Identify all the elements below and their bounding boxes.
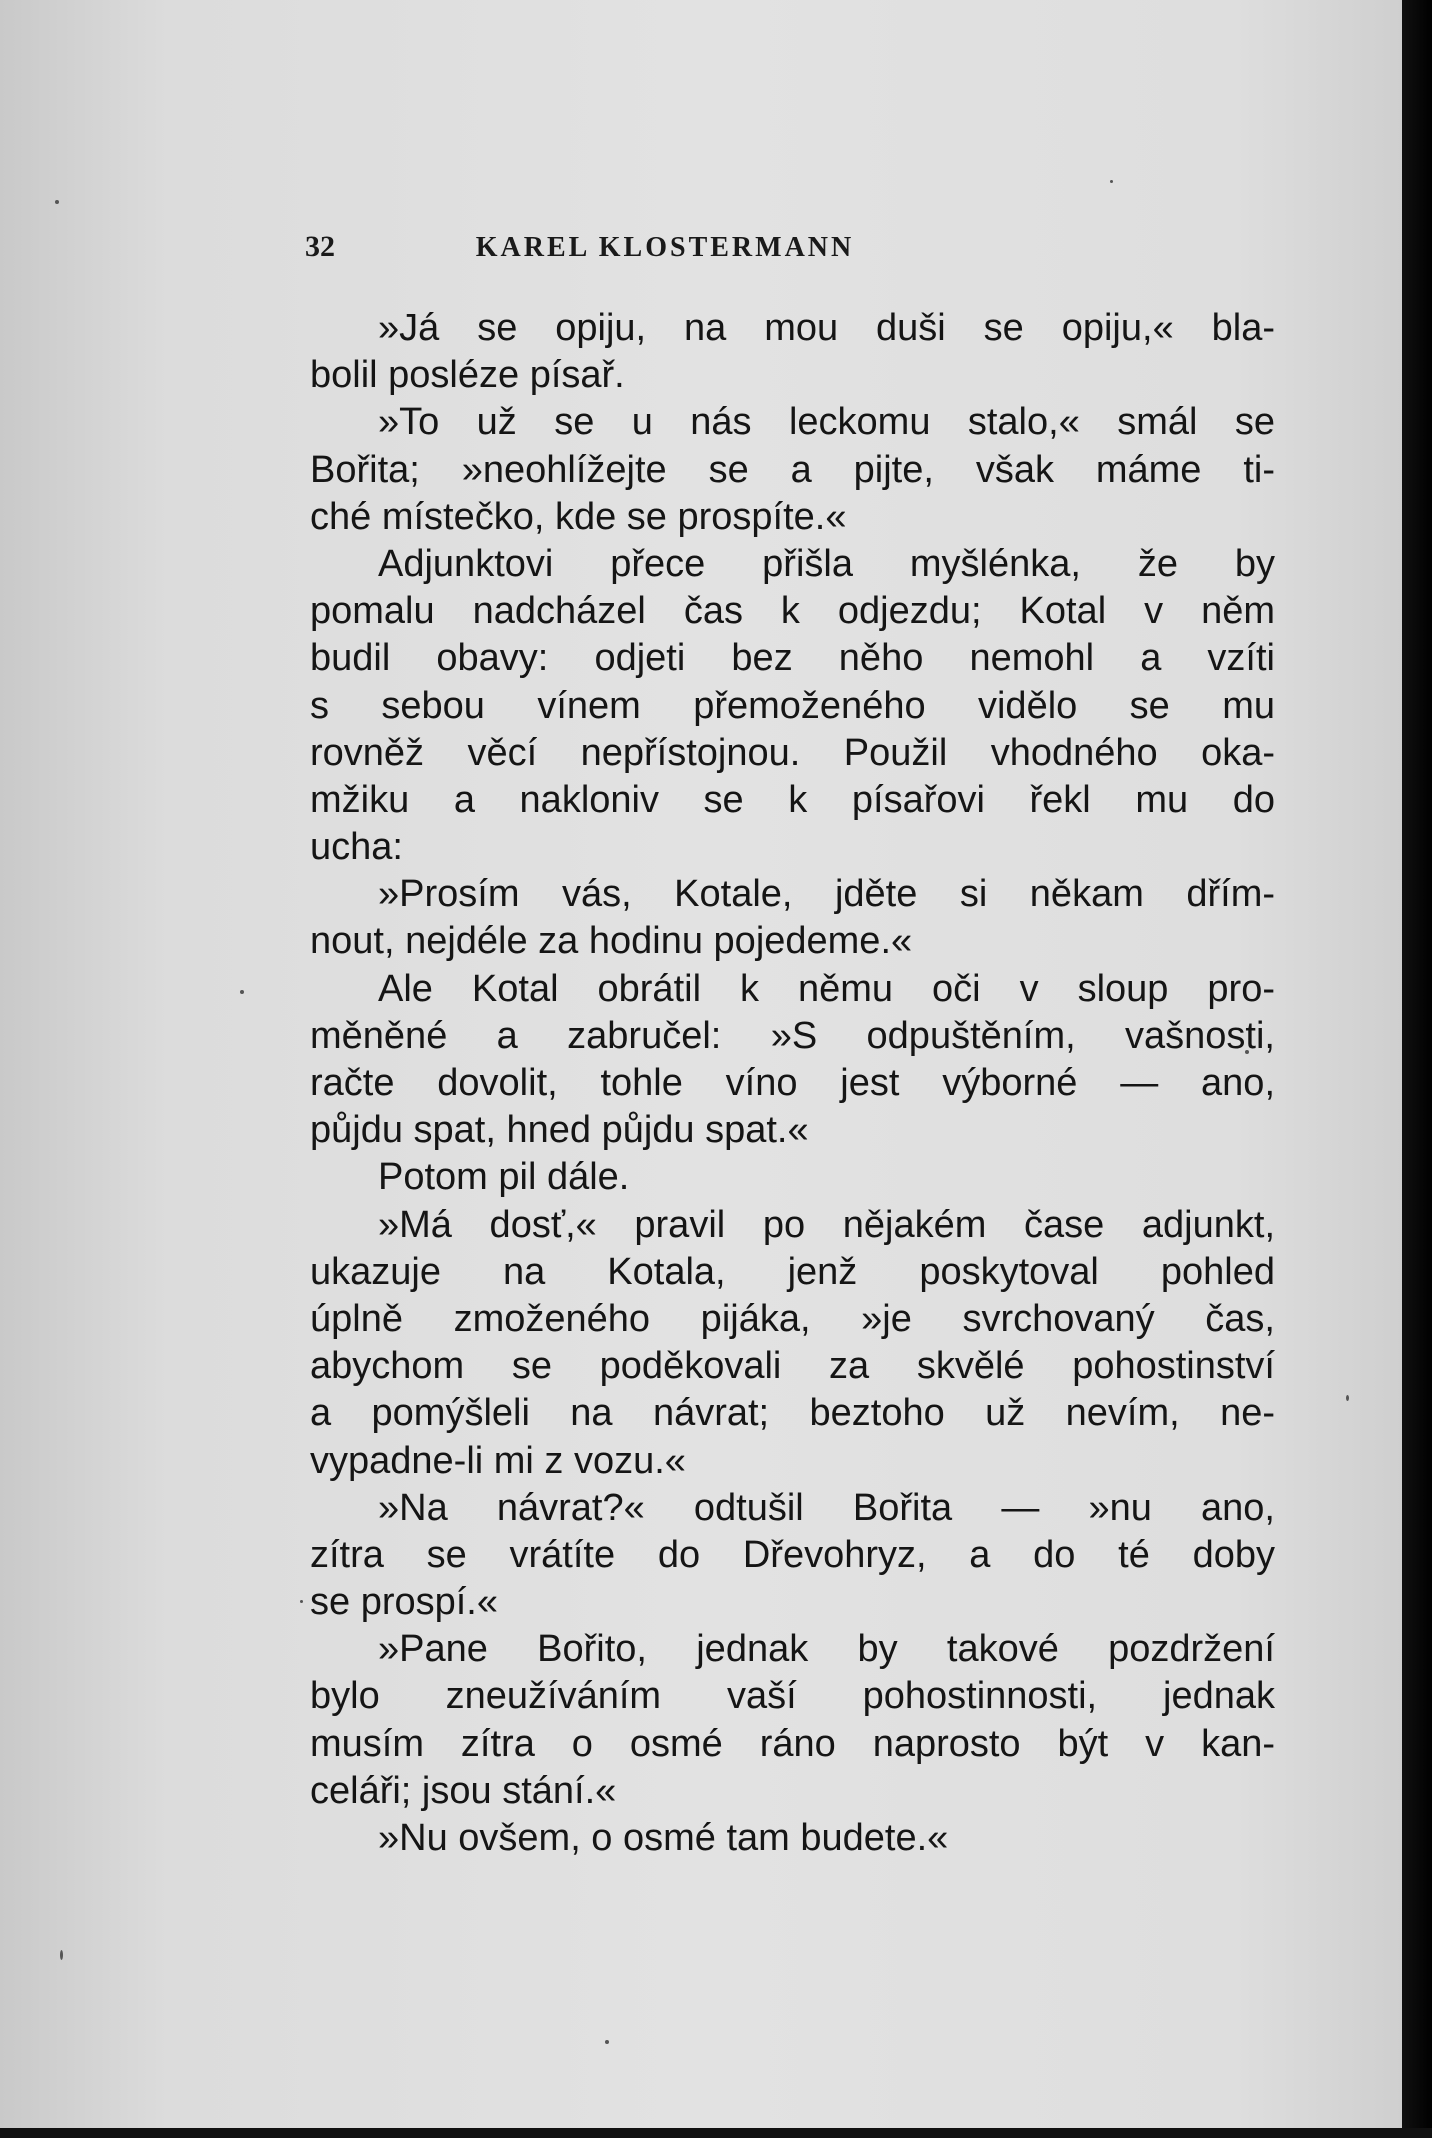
text-line: ché místečko, kde se prospíte.« — [310, 495, 847, 538]
text-line: Bořita; »neohlížejte se a pijte, však máme ti- — [310, 448, 1275, 491]
page-edge-shadow — [1402, 0, 1432, 2138]
text-line: nout, nejdéle za hodinu pojedeme.« — [310, 920, 913, 963]
text-line: »Má dosť,« pravil po nějakém čase adjunkt, — [378, 1203, 1275, 1246]
body-text — [310, 305, 1275, 1862]
page-bottom-edge — [0, 2128, 1432, 2138]
text-line: Ale Kotal obrátil k němu oči v sloup pro- — [378, 967, 1275, 1010]
text-line: a pomýšleli na návrat; beztoho už nevím, ne- — [310, 1392, 1275, 1435]
text-line: »Prosím vás, Kotale, jděte si někam dřím- — [378, 873, 1275, 916]
text-line: »Na návrat?« odtušil Bořita — »nu ano, — [378, 1486, 1275, 1529]
text-line: vypadne-li mi z vozu.« — [310, 1439, 686, 1482]
text-line: »Nu ovšem, o osmé tam budete.« — [378, 1817, 949, 1859]
text-line: ukazuje na Kotala, jenž poskytoval pohled — [310, 1250, 1275, 1293]
text-line: Adjunktovi přece přišla myšlénka, že by — [378, 542, 1275, 585]
text-line: s sebou vínem přemoženého vidělo se mu — [310, 684, 1275, 727]
text-line: »Já se opiju, na mou duši se opiju,« bla- — [378, 307, 1275, 349]
text-line: račte dovolit, tohle víno jest výborné — ano, — [310, 1062, 1275, 1104]
text-line: půjdu spat, hned půjdu spat.« — [310, 1109, 809, 1152]
text-line: mžiku a nakloniv se k písařovi řekl mu do — [310, 778, 1275, 821]
running-header — [305, 224, 985, 264]
text-line: pomalu nadcházel čas k odjezdu; Kotal v něm — [310, 590, 1275, 633]
text-line: rovněž věcí nepřístojnou. Použil vhodného oka- — [310, 731, 1275, 774]
text-line: celáři; jsou stání.« — [310, 1769, 617, 1812]
text-line: bolil posléze písař. — [310, 354, 625, 397]
text-line: zítra se vrátíte do Dřevohryz, a do té doby — [310, 1533, 1275, 1576]
text-line: Potom pil dále. — [378, 1156, 630, 1199]
text-line: musím zítra o osmé ráno naprosto být v kan- — [310, 1722, 1275, 1765]
text-line: úplně zmoženého pijáka, »je svrchovaný čas, — [310, 1297, 1275, 1340]
text-line: »Pane Bořito, jednak by takové pozdržení — [378, 1628, 1275, 1671]
running-title: KAREL KLOSTERMANN — [475, 232, 855, 263]
text-line: bylo zneužíváním vaší pohostinnosti, jednak — [310, 1675, 1275, 1718]
text-line: ucha: — [310, 826, 403, 869]
text-line: abychom se poděkovali za skvělé pohostinství — [310, 1345, 1275, 1388]
text-line: se prospí.« — [310, 1581, 498, 1624]
text-line: »To už se u nás leckomu stalo,« smál se — [378, 401, 1275, 444]
page-number: 32 — [305, 230, 335, 263]
text-line: měněné a zabručel: »S odpuštěním, vašnosti, — [310, 1014, 1275, 1057]
text-line: budil obavy: odjeti bez něho nemohl a vzíti — [310, 637, 1275, 680]
